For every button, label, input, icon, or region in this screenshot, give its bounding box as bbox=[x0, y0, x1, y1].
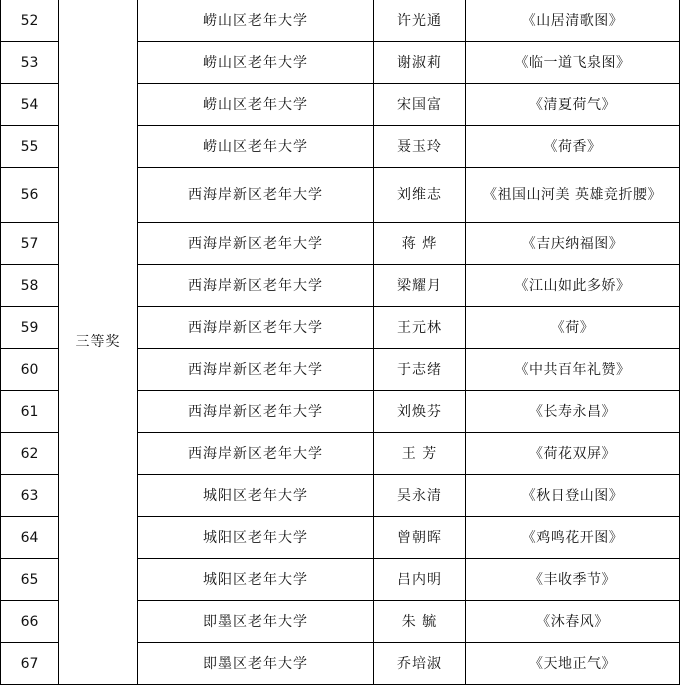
row-number: 65 bbox=[1, 559, 59, 601]
table-row bbox=[1, 0, 680, 42]
school-cell: 西海岸新区老年大学 bbox=[138, 349, 374, 391]
school-cell: 崂山区老年大学 bbox=[138, 126, 374, 168]
row-number: 67 bbox=[1, 643, 59, 685]
author-name-cell: 刘焕芬 bbox=[374, 391, 466, 433]
work-title-cell: 《祖国山河美 英雄竞折腰》 bbox=[466, 168, 680, 223]
work-title-cell: 《临一道飞泉图》 bbox=[466, 42, 680, 84]
row-number: 64 bbox=[1, 517, 59, 559]
work-title-cell: 《天地正气》 bbox=[466, 643, 680, 685]
school-cell: 西海岸新区老年大学 bbox=[138, 433, 374, 475]
row-number: 54 bbox=[1, 84, 59, 126]
author-name-cell: 朱 毓 bbox=[374, 601, 466, 643]
author-name-cell: 曾朝晖 bbox=[374, 517, 466, 559]
work-title-cell: 《江山如此多娇》 bbox=[466, 265, 680, 307]
award-level-cell: 三等奖 bbox=[59, 0, 138, 685]
work-title-cell: 《沐春风》 bbox=[466, 601, 680, 643]
row-number: 63 bbox=[1, 475, 59, 517]
author-name-cell: 许光通 bbox=[374, 0, 466, 42]
work-title-cell: 《丰收季节》 bbox=[466, 559, 680, 601]
school-cell: 西海岸新区老年大学 bbox=[138, 391, 374, 433]
school-cell: 城阳区老年大学 bbox=[138, 559, 374, 601]
author-name-cell: 于志绪 bbox=[374, 349, 466, 391]
school-cell: 崂山区老年大学 bbox=[138, 0, 374, 42]
author-name-cell: 王元林 bbox=[374, 307, 466, 349]
row-number: 59 bbox=[1, 307, 59, 349]
row-number: 56 bbox=[1, 168, 59, 223]
row-number: 62 bbox=[1, 433, 59, 475]
author-name-cell: 吴永清 bbox=[374, 475, 466, 517]
school-cell: 西海岸新区老年大学 bbox=[138, 265, 374, 307]
work-title-cell: 《荷》 bbox=[466, 307, 680, 349]
work-title-cell: 《吉庆纳福图》 bbox=[466, 223, 680, 265]
school-cell: 城阳区老年大学 bbox=[138, 517, 374, 559]
row-number: 57 bbox=[1, 223, 59, 265]
author-name-cell: 谢淑莉 bbox=[374, 42, 466, 84]
author-name-cell: 王 芳 bbox=[374, 433, 466, 475]
work-title-cell: 《秋日登山图》 bbox=[466, 475, 680, 517]
work-title-cell: 《中共百年礼赞》 bbox=[466, 349, 680, 391]
row-number: 61 bbox=[1, 391, 59, 433]
school-cell: 西海岸新区老年大学 bbox=[138, 307, 374, 349]
author-name-cell: 乔培淑 bbox=[374, 643, 466, 685]
school-cell: 崂山区老年大学 bbox=[138, 84, 374, 126]
school-cell: 城阳区老年大学 bbox=[138, 475, 374, 517]
school-cell: 即墨区老年大学 bbox=[138, 643, 374, 685]
school-cell: 崂山区老年大学 bbox=[138, 42, 374, 84]
author-name-cell: 宋国富 bbox=[374, 84, 466, 126]
author-name-cell: 吕内明 bbox=[374, 559, 466, 601]
school-cell: 西海岸新区老年大学 bbox=[138, 223, 374, 265]
work-title-cell: 《鸡鸣花开图》 bbox=[466, 517, 680, 559]
author-name-cell: 蒋 烨 bbox=[374, 223, 466, 265]
school-cell: 即墨区老年大学 bbox=[138, 601, 374, 643]
work-title-cell: 《荷花双屏》 bbox=[466, 433, 680, 475]
row-number: 58 bbox=[1, 265, 59, 307]
author-name-cell: 刘维志 bbox=[374, 168, 466, 223]
row-number: 52 bbox=[1, 0, 59, 42]
author-name-cell: 聂玉玲 bbox=[374, 126, 466, 168]
row-number: 55 bbox=[1, 126, 59, 168]
work-title-cell: 《荷香》 bbox=[466, 126, 680, 168]
author-name-cell: 梁耀月 bbox=[374, 265, 466, 307]
row-number: 66 bbox=[1, 601, 59, 643]
row-number: 53 bbox=[1, 42, 59, 84]
row-number: 60 bbox=[1, 349, 59, 391]
work-title-cell: 《长寿永昌》 bbox=[466, 391, 680, 433]
school-cell: 西海岸新区老年大学 bbox=[138, 168, 374, 223]
work-title-cell: 《清夏荷气》 bbox=[466, 84, 680, 126]
work-title-cell: 《山居清歌图》 bbox=[466, 0, 680, 42]
